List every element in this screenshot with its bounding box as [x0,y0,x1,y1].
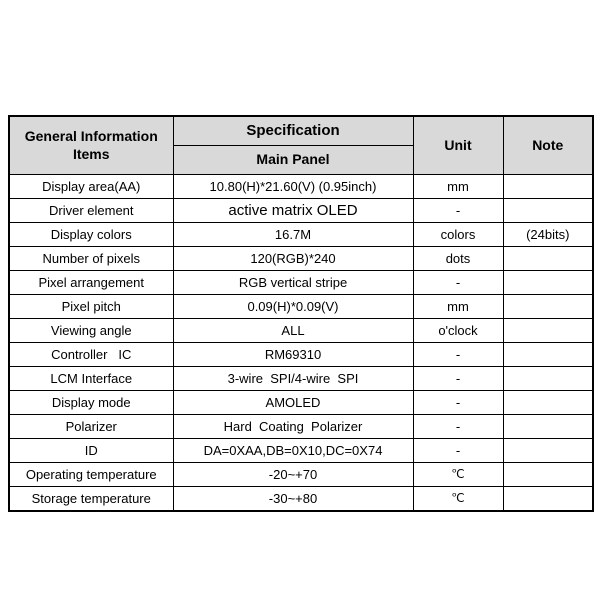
cell-item: Driver element [9,199,173,223]
spec-table-header [9,116,593,175]
cell-note [503,175,593,199]
cell-unit: - [413,415,503,439]
table-row [9,319,593,343]
cell-spec: 10.80(H)*21.60(V) (0.95inch) [173,175,413,199]
table-row [9,439,593,463]
table-row [9,271,593,295]
cell-spec: 16.7M [173,223,413,247]
cell-spec: -30~+80 [173,487,413,512]
cell-spec: RM69310 [173,343,413,367]
cell-spec: RGB vertical stripe [173,271,413,295]
cell-unit: - [413,367,503,391]
cell-spec: -20~+70 [173,463,413,487]
cell-unit: ℃ [413,463,503,487]
cell-spec: ALL [173,319,413,343]
cell-item: LCM Interface [9,367,173,391]
table-row [9,199,593,223]
table-row [9,343,593,367]
cell-item: Number of pixels [9,247,173,271]
cell-note [503,415,593,439]
cell-spec: 0.09(H)*0.09(V) [173,295,413,319]
cell-unit: - [413,343,503,367]
cell-spec: 3-wire SPI/4-wire SPI [173,367,413,391]
cell-item: Display area(AA) [9,175,173,199]
cell-item: Pixel pitch [9,295,173,319]
cell-unit: dots [413,247,503,271]
table-row [9,223,593,247]
cell-spec: DA=0XAA,DB=0X10,DC=0X74 [173,439,413,463]
cell-unit: mm [413,175,503,199]
header-note: Note [503,116,593,175]
spec-table [8,115,594,512]
cell-note [503,319,593,343]
cell-unit: - [413,391,503,415]
table-row [9,415,593,439]
cell-item: Pixel arrangement [9,271,173,295]
cell-note [503,463,593,487]
cell-unit: ℃ [413,487,503,512]
cell-unit: mm [413,295,503,319]
cell-note [503,271,593,295]
cell-unit: o'clock [413,319,503,343]
header-specification: Specification [173,116,413,146]
cell-spec: 120(RGB)*240 [173,247,413,271]
cell-item: Display colors [9,223,173,247]
cell-unit: - [413,271,503,295]
cell-item: Polarizer [9,415,173,439]
table-row [9,175,593,199]
cell-note [503,367,593,391]
cell-note [503,439,593,463]
cell-item: ID [9,439,173,463]
cell-note [503,343,593,367]
cell-spec: AMOLED [173,391,413,415]
cell-note [503,247,593,271]
cell-item: Display mode [9,391,173,415]
cell-spec: active matrix OLED [173,199,413,223]
table-row [9,295,593,319]
table-row [9,367,593,391]
cell-note [503,487,593,512]
header-general-information-items: General Information Items [9,116,173,175]
cell-unit: - [413,199,503,223]
header-unit: Unit [413,116,503,175]
cell-unit: - [413,439,503,463]
header-row-top [9,116,593,146]
table-row [9,487,593,512]
cell-unit: colors [413,223,503,247]
spec-table-body [9,175,593,512]
cell-note [503,391,593,415]
cell-note: (24bits) [503,223,593,247]
cell-item: Viewing angle [9,319,173,343]
cell-item: Storage temperature [9,487,173,512]
cell-note [503,295,593,319]
table-row [9,391,593,415]
table-row [9,463,593,487]
cell-note [503,199,593,223]
cell-item: Operating temperature [9,463,173,487]
table-row [9,247,593,271]
header-main-panel: Main Panel [173,146,413,175]
cell-item: Controller IC [9,343,173,367]
cell-spec: Hard Coating Polarizer [173,415,413,439]
